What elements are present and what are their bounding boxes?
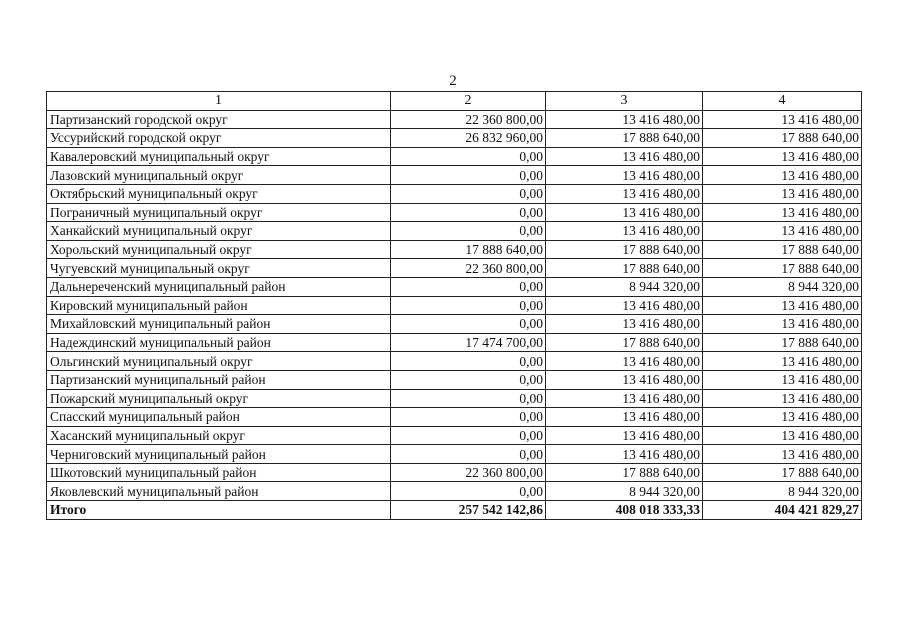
table-row: [47, 222, 862, 241]
municipality-name: Пожарский муниципальный округ: [47, 389, 391, 408]
municipality-name: Дальнереченский муниципальный район: [47, 277, 391, 296]
value-col-4: 17 888 640,00: [703, 333, 862, 352]
value-col-3: 13 416 480,00: [546, 296, 703, 315]
value-col-3: 17 888 640,00: [546, 463, 703, 482]
value-col-4: 13 416 480,00: [703, 426, 862, 445]
value-col-4: 8 944 320,00: [703, 482, 862, 501]
municipality-name: Спасский муниципальный район: [47, 408, 391, 427]
municipality-name: Пограничный муниципальный округ: [47, 203, 391, 222]
total-col-4: 404 421 829,27: [703, 501, 862, 520]
municipality-name: Надеждинский муниципальный район: [47, 333, 391, 352]
value-col-4: 17 888 640,00: [703, 240, 862, 259]
table-row: [47, 259, 862, 278]
value-col-3: 13 416 480,00: [546, 147, 703, 166]
page-number: 2: [449, 73, 457, 89]
municipality-name: Хорольский муниципальный округ: [47, 240, 391, 259]
municipality-name: Кавалеровский муниципальный округ: [47, 147, 391, 166]
value-col-4: 13 416 480,00: [703, 147, 862, 166]
table-row: [47, 352, 862, 371]
value-col-4: 13 416 480,00: [703, 370, 862, 389]
value-col-4: 13 416 480,00: [703, 184, 862, 203]
value-col-3: 13 416 480,00: [546, 166, 703, 185]
table-row: [47, 370, 862, 389]
value-col-2: 17 474 700,00: [391, 333, 546, 352]
value-col-3: 8 944 320,00: [546, 277, 703, 296]
table-row: [47, 408, 862, 427]
value-col-3: 17 888 640,00: [546, 333, 703, 352]
value-col-2: 17 888 640,00: [391, 240, 546, 259]
value-col-2: 0,00: [391, 296, 546, 315]
municipality-name: Ольгинский муниципальный округ: [47, 352, 391, 371]
value-col-2: 0,00: [391, 184, 546, 203]
value-col-3: 13 416 480,00: [546, 370, 703, 389]
value-col-2: 0,00: [391, 408, 546, 427]
value-col-3: 13 416 480,00: [546, 315, 703, 334]
value-col-4: 13 416 480,00: [703, 222, 862, 241]
table-row: [47, 426, 862, 445]
table-header-row: [47, 92, 862, 111]
total-row: [47, 501, 862, 520]
value-col-2: 0,00: [391, 222, 546, 241]
value-col-4: 17 888 640,00: [703, 259, 862, 278]
table-row: [47, 184, 862, 203]
value-col-4: 13 416 480,00: [703, 445, 862, 464]
column-header-1: 1: [47, 92, 391, 111]
value-col-2: 26 832 960,00: [391, 129, 546, 148]
municipality-name: Лазовский муниципальный округ: [47, 166, 391, 185]
municipality-name: Кировский муниципальный район: [47, 296, 391, 315]
table-row: [47, 296, 862, 315]
value-col-4: 13 416 480,00: [703, 110, 862, 129]
table-row: [47, 482, 862, 501]
value-col-3: 13 416 480,00: [546, 352, 703, 371]
municipality-name: Ханкайский муниципальный округ: [47, 222, 391, 241]
municipality-name: Яковлевский муниципальный район: [47, 482, 391, 501]
value-col-4: 17 888 640,00: [703, 463, 862, 482]
value-col-4: 13 416 480,00: [703, 408, 862, 427]
total-col-3: 408 018 333,33: [546, 501, 703, 520]
value-col-2: 22 360 800,00: [391, 463, 546, 482]
value-col-2: 0,00: [391, 203, 546, 222]
value-col-4: 13 416 480,00: [703, 203, 862, 222]
value-col-3: 8 944 320,00: [546, 482, 703, 501]
municipality-name: Партизанский муниципальный район: [47, 370, 391, 389]
value-col-4: 17 888 640,00: [703, 129, 862, 148]
table-row: [47, 389, 862, 408]
column-header-4: 4: [703, 92, 862, 111]
value-col-3: 17 888 640,00: [546, 129, 703, 148]
value-col-2: 0,00: [391, 426, 546, 445]
municipality-name: Уссурийский городской округ: [47, 129, 391, 148]
value-col-4: 13 416 480,00: [703, 389, 862, 408]
value-col-3: 13 416 480,00: [546, 426, 703, 445]
municipality-name: Хасанский муниципальный округ: [47, 426, 391, 445]
table-row: [47, 445, 862, 464]
table-row: [47, 240, 862, 259]
total-col-2: 257 542 142,86: [391, 501, 546, 520]
value-col-2: 0,00: [391, 445, 546, 464]
value-col-4: 8 944 320,00: [703, 277, 862, 296]
column-header-3: 3: [546, 92, 703, 111]
municipality-name: Шкотовский муниципальный район: [47, 463, 391, 482]
table-row: [47, 277, 862, 296]
value-col-2: 0,00: [391, 315, 546, 334]
municipality-name: Чугуевский муниципальный округ: [47, 259, 391, 278]
value-col-3: 13 416 480,00: [546, 203, 703, 222]
value-col-3: 13 416 480,00: [546, 110, 703, 129]
value-col-2: 0,00: [391, 277, 546, 296]
value-col-3: 13 416 480,00: [546, 222, 703, 241]
column-header-2: 2: [391, 92, 546, 111]
table-row: [47, 147, 862, 166]
value-col-2: 0,00: [391, 147, 546, 166]
municipality-name: Михайловский муниципальный район: [47, 315, 391, 334]
table-row: [47, 110, 862, 129]
municipality-name: Октябрьский муниципальный округ: [47, 184, 391, 203]
value-col-3: 17 888 640,00: [546, 259, 703, 278]
value-col-4: 13 416 480,00: [703, 166, 862, 185]
allocation-table: [46, 91, 862, 520]
value-col-2: 22 360 800,00: [391, 110, 546, 129]
value-col-2: 0,00: [391, 166, 546, 185]
value-col-3: 13 416 480,00: [546, 389, 703, 408]
total-label: Итого: [47, 501, 391, 520]
value-col-4: 13 416 480,00: [703, 315, 862, 334]
table-body: [47, 110, 862, 519]
value-col-2: 22 360 800,00: [391, 259, 546, 278]
table-row: [47, 315, 862, 334]
table-row: [47, 333, 862, 352]
table-row: [47, 463, 862, 482]
value-col-2: 0,00: [391, 482, 546, 501]
table-row: [47, 129, 862, 148]
value-col-3: 13 416 480,00: [546, 445, 703, 464]
value-col-3: 13 416 480,00: [546, 184, 703, 203]
value-col-3: 13 416 480,00: [546, 408, 703, 427]
value-col-4: 13 416 480,00: [703, 352, 862, 371]
table-row: [47, 203, 862, 222]
municipality-name: Партизанский городской округ: [47, 110, 391, 129]
value-col-2: 0,00: [391, 389, 546, 408]
value-col-3: 17 888 640,00: [546, 240, 703, 259]
value-col-2: 0,00: [391, 352, 546, 371]
value-col-4: 13 416 480,00: [703, 296, 862, 315]
value-col-2: 0,00: [391, 370, 546, 389]
municipality-name: Черниговский муниципальный район: [47, 445, 391, 464]
table-row: [47, 166, 862, 185]
